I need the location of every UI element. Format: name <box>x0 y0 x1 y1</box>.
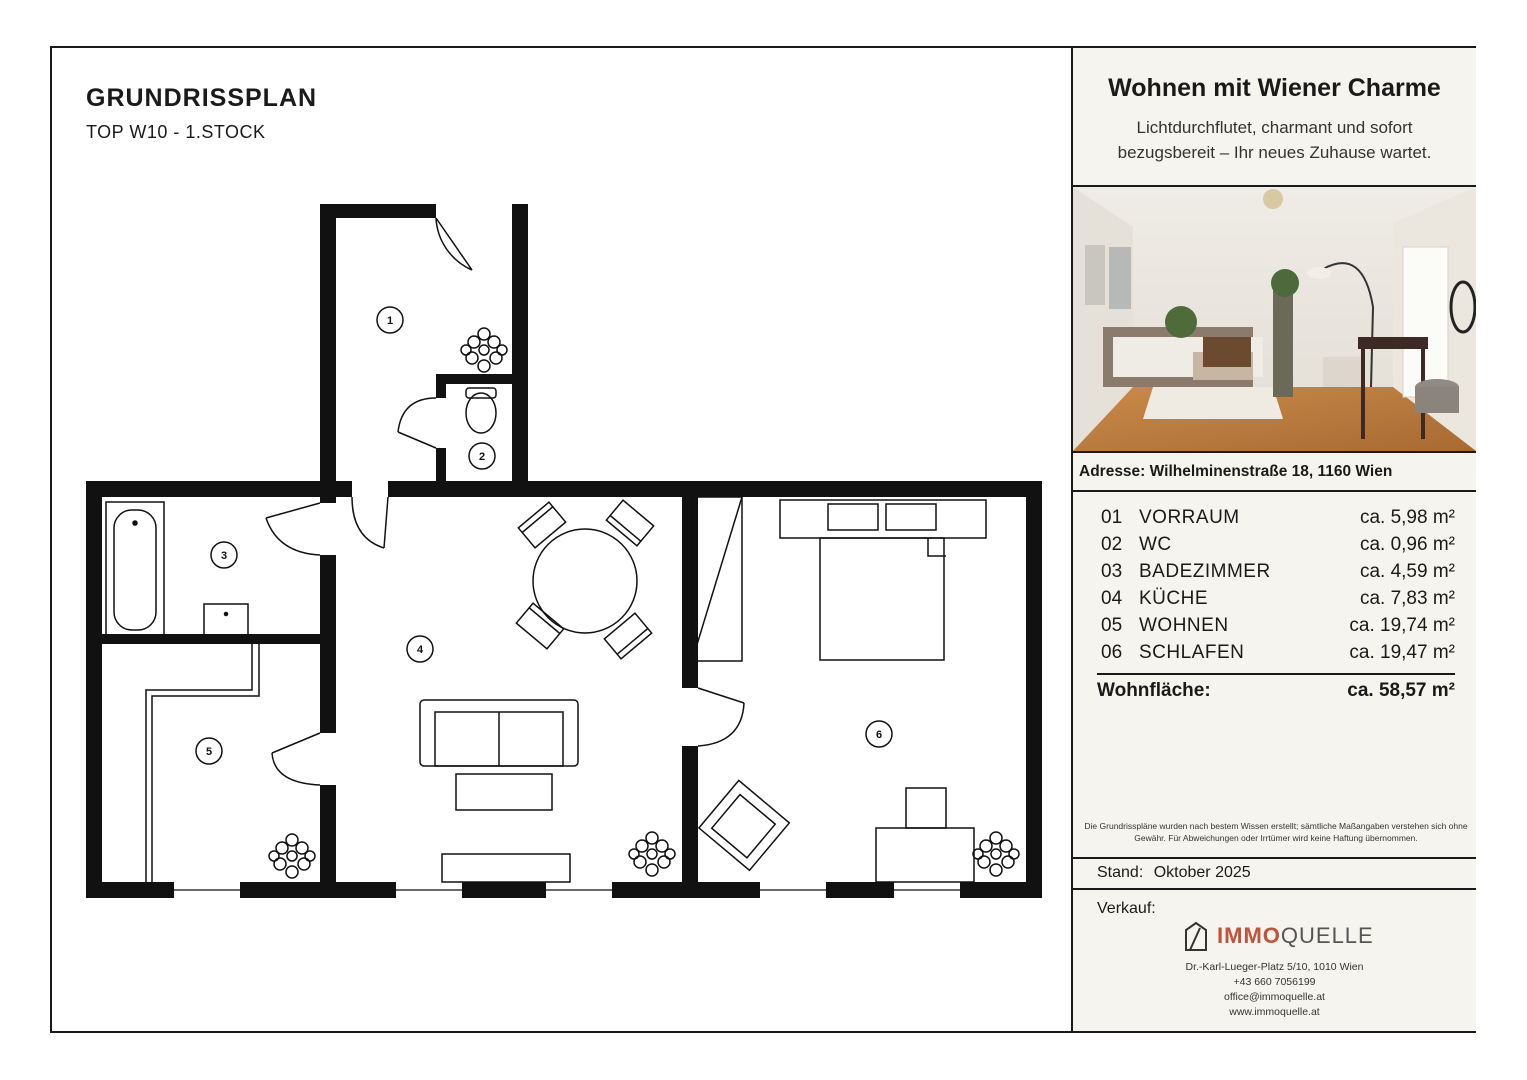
house-logo-icon <box>1183 920 1209 952</box>
room-row <box>1101 585 1455 612</box>
room-label: 1 <box>386 315 394 327</box>
room-label: 2 <box>478 451 486 463</box>
room-name: BADEZIMMER <box>1139 560 1271 582</box>
room-name: KÜCHE <box>1139 587 1209 609</box>
room-row <box>1101 504 1455 531</box>
room-area: ca. 7,83 m² <box>1359 587 1455 609</box>
contact-email[interactable]: office@immoquelle.at <box>1224 991 1325 1003</box>
stand-value: Oktober 2025 <box>1153 864 1251 881</box>
plan-title: GRUNDRISSPLAN <box>86 84 318 112</box>
info-header <box>1073 48 1476 187</box>
toilet <box>466 388 496 433</box>
armchair <box>699 780 789 870</box>
sofa <box>420 700 578 810</box>
room-row <box>1101 612 1455 639</box>
room-number: 04 <box>1101 587 1123 609</box>
room-list <box>1101 504 1455 666</box>
sink <box>204 604 248 636</box>
bathtub <box>106 502 164 638</box>
company-logo <box>1183 918 1374 954</box>
contact-phone: +43 660 7056199 <box>1233 976 1316 988</box>
room-area: ca. 19,74 m² <box>1349 614 1455 636</box>
total-value: ca. 58,57 m² <box>1347 680 1455 701</box>
info-panel <box>1071 48 1476 1031</box>
plant-icon <box>269 834 315 878</box>
room-markers <box>196 307 892 764</box>
room-name: SCHLAFEN <box>1139 641 1245 663</box>
plant-icon <box>629 832 675 876</box>
plan-subtitle: TOP W10 - 1.STOCK <box>86 122 266 142</box>
room-label: 5 <box>205 746 213 758</box>
room-area: ca. 4,59 m² <box>1359 560 1455 582</box>
room-row <box>1101 531 1455 558</box>
tagline: Lichtdurchflutet, charmant und sofort bezugsbereit – Ihr neues Zuhause wartet. <box>1117 118 1432 162</box>
room-number: 05 <box>1101 614 1123 636</box>
dining-table <box>516 500 653 659</box>
contact-street: Dr.-Karl-Lueger-Platz 5/10, 1010 Wien <box>1185 961 1364 973</box>
room-number: 03 <box>1101 560 1123 582</box>
total-area-row <box>1097 680 1455 702</box>
page-frame <box>50 46 1476 1033</box>
room-area: ca. 5,98 m² <box>1359 506 1455 528</box>
plant-icon <box>461 328 507 372</box>
logo-light: QUELLE <box>1280 923 1374 948</box>
room-area: ca. 0,96 m² <box>1359 533 1455 555</box>
room-number: 06 <box>1101 641 1123 663</box>
verkauf-label: Verkauf: <box>1097 900 1156 917</box>
plant-icon <box>973 832 1019 876</box>
room-name: WC <box>1139 533 1172 555</box>
stand-row <box>1073 857 1476 890</box>
total-label: Wohnfläche: <box>1097 680 1211 701</box>
room-row <box>1101 639 1455 666</box>
room-number: 02 <box>1101 533 1123 555</box>
contact-web[interactable]: www.immoquelle.at <box>1229 1006 1320 1018</box>
desk <box>876 788 974 882</box>
stand-label: Stand: <box>1097 864 1144 881</box>
room-label: 4 <box>416 644 424 656</box>
bedroom-photo <box>1073 187 1476 451</box>
wardrobe <box>692 497 742 661</box>
room-name: VORRAUM <box>1139 506 1240 528</box>
headline: Wohnen mit Wiener Charme <box>1108 74 1441 102</box>
room-label: 6 <box>875 729 883 741</box>
room-name: WOHNEN <box>1139 614 1229 636</box>
divider <box>1097 673 1455 675</box>
sideboard <box>442 854 570 882</box>
room-area: ca. 19,47 m² <box>1349 641 1455 663</box>
floor-plan-area <box>52 48 1071 1031</box>
logo-bold: IMMO <box>1217 923 1281 948</box>
room-label: 3 <box>220 550 228 562</box>
bed <box>780 500 986 660</box>
room-number: 01 <box>1101 506 1123 528</box>
disclaimer: Die Grundrisspläne wurden nach bestem Wissen erstellt; sämtliche Maßangaben verstehen sich ohne Gewähr. Für Abweichungen oder Irrtümer wird keine Haftung übernommen. <box>1084 821 1468 843</box>
floor-plan-drawing <box>52 48 1071 1031</box>
address: Adresse: Wilhelminenstraße 18, 1160 Wien <box>1073 451 1476 492</box>
room-row <box>1101 558 1455 585</box>
contact-block <box>1073 960 1476 1020</box>
